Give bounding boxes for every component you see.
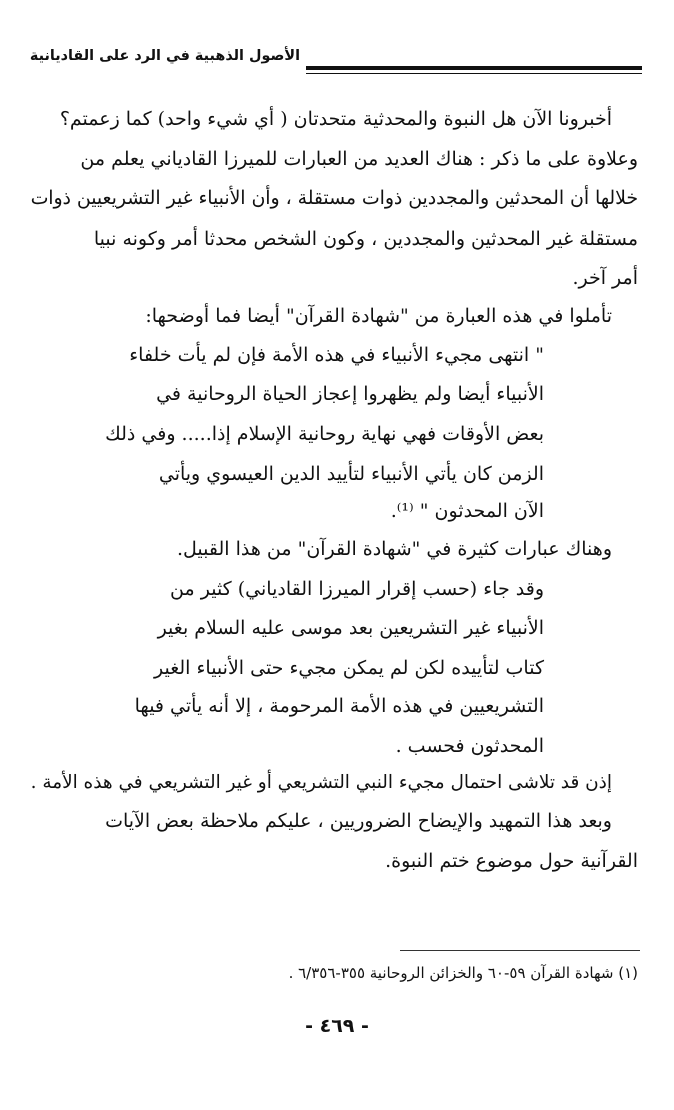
body-line: وقد جاء (حسب إقرار الميرزا القادياني) كثير من xyxy=(170,578,544,600)
quote-line: الزمن كان يأتي الأنبياء لتأييد الدين العيسوي ويأتي xyxy=(158,463,544,485)
footnote-rule xyxy=(400,950,640,951)
body-line: وهناك عبارات كثيرة في "شهادة القرآن" من هذا القبيل. xyxy=(176,538,612,560)
body-line: القرآنية حول موضوع ختم النبوة. xyxy=(385,850,638,872)
body-line: كتاب لتأييده لكن لم يمكن مجيء حتى الأنبياء الغير xyxy=(153,657,544,679)
footnote: (١) شهادة القرآن ٥٩-٦٠ والخزائن الروحانية ٣٥٥-٦/٣٥٦ . xyxy=(288,964,638,982)
body-line: خلالها أن المحدثين والمجددين ذوات مستقلة ، وأن الأنبياء غير التشريعيين ذوات xyxy=(30,188,638,209)
body-line: أخبرونا الآن هل النبوة والمحدثية متحدتان ( أي شيء واحد) كما زعمتم؟ xyxy=(59,108,612,130)
quote-line: الآن المحدثون " ⁽¹⁾. xyxy=(390,500,544,522)
running-title: الأصول الذهبية في الرد على القاديانية xyxy=(29,48,300,64)
quote-line: " انتهى مجيء الأنبياء في هذه الأمة فإن لم يأت خلفاء xyxy=(129,344,544,366)
header-rule-thick xyxy=(306,66,642,70)
body-line: التشريعيين في هذه الأمة المرحومة ، إلا أنه يأتي فيها xyxy=(134,695,544,717)
body-line: الأنبياء غير التشريعين بعد موسى عليه السلام بغير xyxy=(157,617,544,639)
body-line: وعلاوة على ما ذكر : هناك العديد من العبارات للميرزا القادياني يعلم من xyxy=(80,148,638,170)
page-number: - ٤٦٩ - xyxy=(305,1015,369,1037)
body-line: إذن قد تلاشى احتمال مجيء النبي التشريعي أو غير التشريعي في هذه الأمة . xyxy=(30,772,612,793)
body-line: تأملوا في هذه العبارة من "شهادة القرآن" أيضا فما أوضحها: xyxy=(145,305,612,327)
quote-line: الأنبياء أيضا ولم يظهروا إعجاز الحياة الروحانية في xyxy=(156,383,544,405)
body-line: وبعد هذا التمهيد والإيضاح الضروريين ، عليكم ملاحظة بعض الآيات xyxy=(105,810,612,832)
body-line: مستقلة غير المحدثين والمجددين ، وكون الشخص محدثا أمر وكونه نبيا xyxy=(93,228,638,250)
body-line: أمر آخر. xyxy=(572,267,638,289)
body-line: المحدثون فحسب . xyxy=(395,735,544,757)
header-rule-thin xyxy=(306,73,642,74)
quote-line: بعض الأوقات فهي نهاية روحانية الإسلام إذا..... وفي ذلك xyxy=(105,423,544,445)
